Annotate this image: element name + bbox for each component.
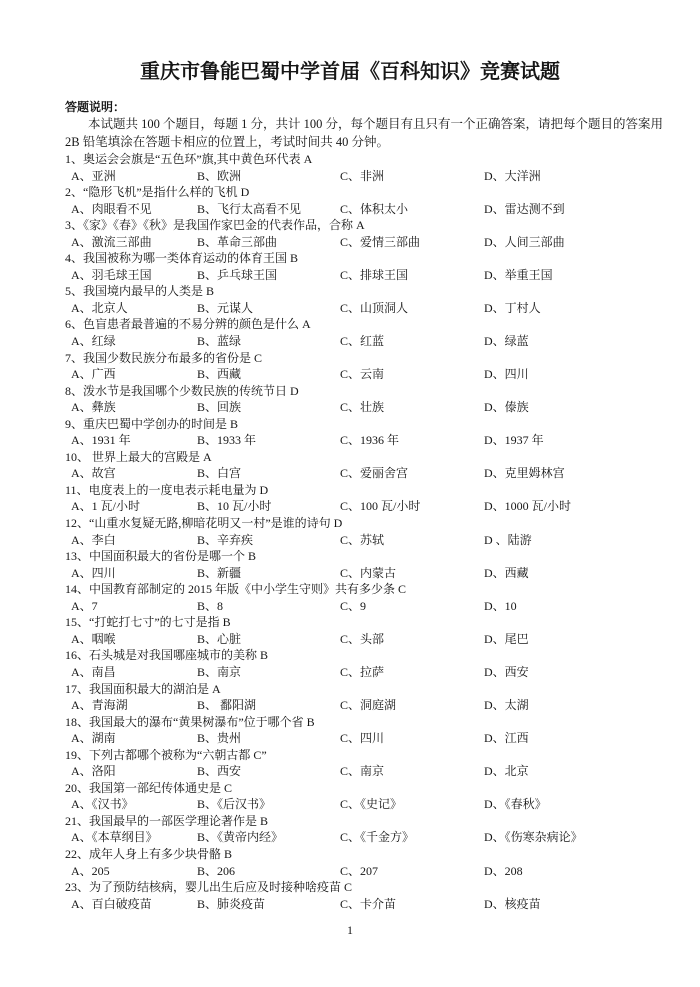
option-d: D、绿蓝	[484, 334, 529, 349]
option-c: C、洞庭湖	[340, 698, 397, 713]
question-3	[65, 217, 675, 250]
options-row	[65, 796, 675, 813]
option-b: B、白宫	[197, 466, 242, 481]
option-a: A、咽喉	[71, 631, 116, 646]
option-a: A、百白破疫苗	[71, 896, 152, 911]
question-5	[65, 283, 675, 316]
page-number: 1	[347, 923, 353, 937]
option-b: B、蓝绿	[197, 334, 242, 349]
option-d: D、丁村人	[484, 300, 541, 315]
option-b: B、飞行太高看不见	[197, 201, 302, 216]
options-row	[65, 664, 675, 681]
option-a: A、彝族	[71, 400, 116, 415]
question-19	[65, 747, 675, 780]
question-21	[65, 813, 675, 846]
question-text: 19、下列古都哪个被称为“六朝古都 C”	[65, 747, 267, 762]
question-23	[65, 879, 675, 912]
question-6	[65, 316, 675, 349]
options-row	[65, 432, 675, 449]
option-c: C、体积太小	[340, 201, 409, 216]
question-text: 1、奥运会会旗是“五色环”旗,其中黄色环代表 A	[65, 152, 313, 166]
question-2	[65, 184, 675, 217]
options-row	[65, 829, 675, 846]
question-14	[65, 581, 675, 614]
option-d: D 、陆游	[484, 532, 532, 547]
question-text: 21、我国最早的一部医学理论著作是 B	[65, 813, 269, 828]
option-b: B、10 瓦/小时	[197, 499, 272, 514]
option-a: A、羽毛球王国	[71, 267, 152, 282]
option-c: C、100 瓦/小时	[340, 499, 421, 514]
question-text: 9、重庆巴蜀中学创办的时间是 B	[65, 416, 239, 431]
question-text: 22、成年人身上有多少块骨骼 B	[65, 846, 233, 861]
option-b: B、贵州	[197, 731, 242, 746]
question-8	[65, 383, 675, 416]
option-c: C、非洲	[340, 168, 385, 183]
option-d: D、西安	[484, 664, 529, 679]
question-text: 13、中国面积最大的省份是哪一个 B	[65, 549, 257, 564]
option-c: C、排球王国	[340, 267, 409, 282]
option-d: D、《春秋》	[484, 797, 547, 812]
option-c: C、南京	[340, 764, 385, 779]
question-text: 8、泼水节是我国哪个少数民族的传统节日 D	[65, 383, 299, 398]
options-row	[65, 399, 675, 416]
option-d: D、人间三部曲	[484, 234, 565, 249]
question-4	[65, 250, 675, 283]
options-row	[65, 498, 675, 515]
option-a: A、李白	[71, 532, 116, 547]
option-a: A、205	[71, 863, 110, 878]
option-b: B、1933 年	[197, 433, 257, 448]
instructions-heading: 答题说明：	[65, 100, 126, 114]
option-d: D、江西	[484, 731, 529, 746]
question-text: 10、 世界上最大的宫殿是 A	[65, 449, 212, 464]
option-b: B、肺炎疫苗	[197, 896, 266, 911]
option-b: B、8	[197, 598, 224, 613]
question-11	[65, 482, 675, 515]
options-row	[65, 565, 675, 582]
question-text: 14、中国教育部制定的 2015 年版《中小学生守则》共有多少条 C	[65, 582, 407, 597]
page-title: 重庆市鲁能巴蜀中学首届《百科知识》竞赛试题	[140, 61, 560, 83]
question-16	[65, 647, 675, 680]
option-b: B、《黄帝内经》	[197, 830, 284, 845]
option-d: D、1937 年	[484, 433, 544, 448]
option-c: C、1936 年	[340, 433, 400, 448]
option-d: D、举重王国	[484, 267, 553, 282]
question-text: 3、《家》《春》《秋》是我国作家巴金的代表作品，合称 A	[65, 218, 365, 233]
option-d: D、核疫苗	[484, 896, 541, 911]
option-c: C、头部	[340, 631, 385, 646]
question-10	[65, 449, 675, 482]
option-d: D、西藏	[484, 565, 529, 580]
option-c: C、红蓝	[340, 334, 385, 349]
option-a: A、红绿	[71, 334, 116, 349]
option-c: C、云南	[340, 367, 385, 382]
option-d: D、《伤寒杂病论》	[484, 830, 583, 845]
options-row	[65, 201, 675, 218]
option-a: A、《本草纲目》	[71, 830, 158, 845]
option-b: B、元谋人	[197, 300, 254, 315]
question-text: 18、我国最大的瀑布“黄果树瀑布”位于哪个省 B	[65, 714, 315, 729]
question-18	[65, 714, 675, 747]
question-15	[65, 614, 675, 647]
option-b: B、欧洲	[197, 168, 242, 183]
option-a: A、激流三部曲	[71, 234, 152, 249]
question-text: 4、我国被称为哪一类体育运动的体育王国 B	[65, 251, 299, 266]
option-a: A、四川	[71, 565, 116, 580]
option-c: C、四川	[340, 731, 385, 746]
option-d: D、四川	[484, 367, 529, 382]
option-d: D、傣族	[484, 400, 529, 415]
question-text: 11、电度表上的一度电表示耗电量为 D	[65, 482, 269, 497]
question-9	[65, 416, 675, 449]
option-c: C、9	[340, 598, 367, 613]
question-text: 5、我国境内最早的人类是 B	[65, 284, 215, 299]
option-c: C、苏轼	[340, 532, 385, 547]
options-row	[65, 598, 675, 615]
option-b: B、心脏	[197, 631, 242, 646]
option-b: B、 鄱阳湖	[197, 698, 257, 713]
question-text: 7、我国少数民族分布最多的省份是 C	[65, 350, 263, 365]
option-b: B、新疆	[197, 565, 242, 580]
options-row	[65, 465, 675, 482]
option-d: D、太湖	[484, 698, 529, 713]
question-17	[65, 681, 675, 714]
option-b: B、辛弃疾	[197, 532, 254, 547]
question-7	[65, 350, 675, 383]
option-b: B、回族	[197, 400, 242, 415]
question-13	[65, 548, 675, 581]
option-b: B、南京	[197, 664, 242, 679]
option-c: C、壮族	[340, 400, 385, 415]
option-d: D、208	[484, 863, 523, 878]
options-row	[65, 697, 675, 714]
option-c: C、爱情三部曲	[340, 234, 421, 249]
option-c: C、《千金方》	[340, 830, 415, 845]
option-d: D、雷达测不到	[484, 201, 565, 216]
option-a: A、1931 年	[71, 433, 131, 448]
instructions-line-2: 2B 铅笔填涂在答题卡相应的位置上，考试时间共 40 分钟。	[65, 135, 389, 149]
option-a: A、广西	[71, 367, 116, 382]
option-b: B、西安	[197, 764, 242, 779]
option-a: A、故宫	[71, 466, 116, 481]
option-a: A、北京人	[71, 300, 128, 315]
option-d: D、10	[484, 598, 517, 613]
options-row	[65, 267, 675, 284]
question-20	[65, 780, 675, 813]
option-b: B、206	[197, 863, 236, 878]
option-b: B、西藏	[197, 367, 242, 382]
option-c: C、《史记》	[340, 797, 403, 812]
instructions-line-1: 本试题共 100 个题目，每题 1 分，共计 100 分，每个题目有且只有一个正确答案，请把每个题目的答案用	[88, 117, 664, 131]
option-c: C、207	[340, 863, 379, 878]
option-c: C、拉萨	[340, 664, 385, 679]
options-row	[65, 532, 675, 549]
options-row	[65, 333, 675, 350]
question-1	[65, 151, 675, 184]
question-text: 23、为了预防结核病，婴儿出生后应及时接种啥疫苗 C	[65, 880, 353, 895]
option-b: B、《后汉书》	[197, 797, 272, 812]
option-c: C、爱丽舍宫	[340, 466, 409, 481]
question-22	[65, 846, 675, 879]
options-row	[65, 763, 675, 780]
option-a: A、肉眼看不见	[71, 201, 152, 216]
question-text: 2、“隐形飞机”是指什么样的飞机 D	[65, 185, 250, 200]
option-c: C、山顶洞人	[340, 300, 409, 315]
option-d: D、尾巴	[484, 631, 529, 646]
options-row	[65, 631, 675, 648]
options-row	[65, 896, 675, 913]
question-12	[65, 515, 675, 548]
question-text: 16、石头城是对我国哪座城市的美称 B	[65, 648, 269, 663]
option-a: A、亚洲	[71, 168, 116, 183]
option-c: C、内蒙古	[340, 565, 397, 580]
question-text: 17、我国面积最大的湖泊是 A	[65, 681, 221, 696]
question-text: 15、“打蛇打七寸”的七寸是指 B	[65, 615, 231, 630]
option-b: B、革命三部曲	[197, 234, 278, 249]
option-c: C、卡介苗	[340, 896, 397, 911]
options-row	[65, 863, 675, 880]
question-text: 12、“山重水复疑无路,柳暗花明又一村”是谁的诗句 D	[65, 516, 343, 531]
question-list	[65, 151, 675, 912]
options-row	[65, 234, 675, 251]
option-a: A、1 瓦/小时	[71, 499, 141, 514]
option-a: A、《汉书》	[71, 797, 134, 812]
option-d: D、大洋洲	[484, 168, 541, 183]
option-b: B、乒乓球王国	[197, 267, 278, 282]
option-a: A、洛阳	[71, 764, 116, 779]
options-row	[65, 168, 675, 185]
option-d: D、克里姆林宫	[484, 466, 565, 481]
options-row	[65, 300, 675, 317]
option-a: A、青海湖	[71, 698, 128, 713]
options-row	[65, 730, 675, 747]
option-d: D、北京	[484, 764, 529, 779]
question-text: 6、色盲患者最普遍的不易分辨的颜色是什么 A	[65, 317, 311, 332]
option-a: A、南昌	[71, 664, 116, 679]
question-text: 20、我国第一部纪传体通史是 C	[65, 780, 233, 795]
option-d: D、1000 瓦/小时	[484, 499, 572, 514]
option-a: A、7	[71, 598, 98, 613]
options-row	[65, 366, 675, 383]
option-a: A、湖南	[71, 731, 116, 746]
